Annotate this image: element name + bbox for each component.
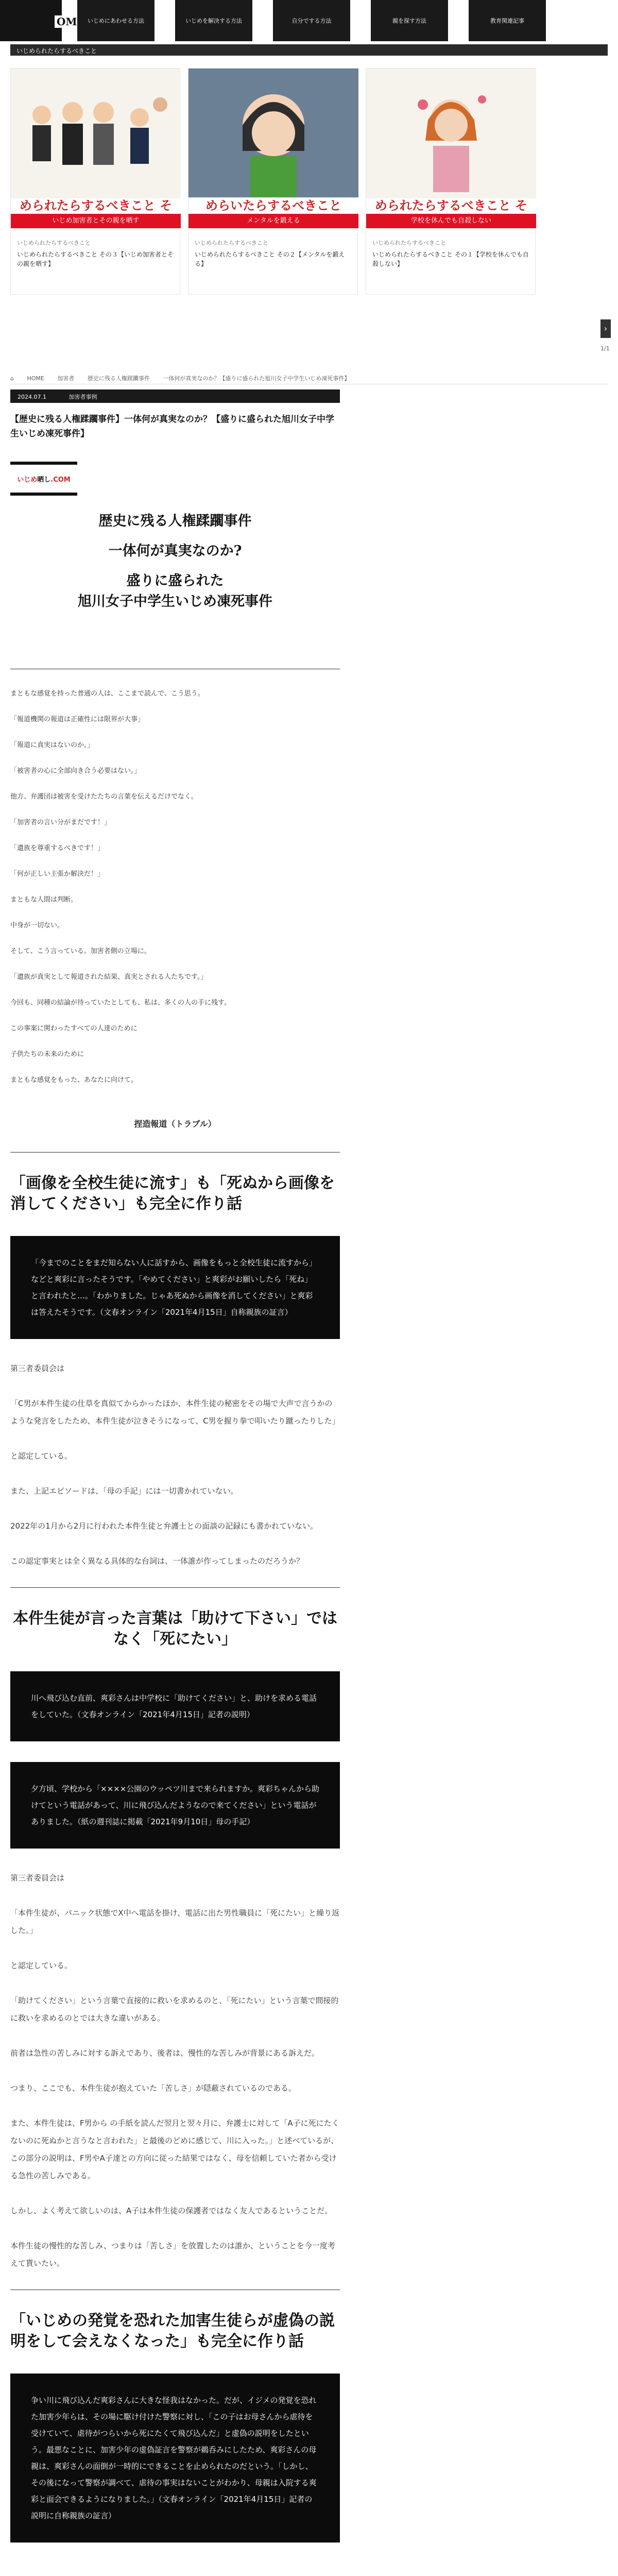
paragraph: 「本件生徒が、パニック状態でX中へ電話を掛け、電話に出た男性職員に「死にたい」と繰り返した。」	[10, 1908, 340, 1935]
card-caption: められたらするべきこと そ	[11, 198, 181, 213]
paragraph: 「報道機関の報道は正確性には限界が大事」	[10, 716, 145, 723]
paragraph: この認定事実とは全く異なる具体的な台詞は、一体誰が作ってしまったのだろうか？	[10, 1556, 304, 1566]
paragraph: 「助けてください」という言葉で直接的に救いを求めるのと、「死にたい」という言葉で間接的に救いを求めるのとでは大きな違いがある。	[10, 1996, 339, 2023]
nav-label: 自分でする方法	[291, 18, 332, 24]
brand-pre: いじめ	[17, 476, 38, 484]
nav-item-1[interactable]	[175, 0, 252, 41]
nav-label: いじめを解決する方法	[185, 18, 242, 24]
paragraph: 「遺族が真実として報道された結果、真実とされる人たちです。」	[10, 973, 208, 981]
nav-label: いじめにあわせる方法	[88, 18, 144, 24]
heading-fabrication-1: 「画像を全校生徒に流す」も「死ぬから画像を消してください」も完全に作り話	[10, 1174, 335, 1213]
nav-item-0[interactable]	[77, 0, 154, 41]
nav-label: 親を探す方法	[392, 18, 426, 24]
quote-block: 夕方頃、学校から「××××公園のウッペツ川まで来られますか。爽彩ちゃんから助けてという電話があって、川に飛び込んだようなので来てください」という電話がありました。（紙の週刊誌に掲載「2021年9月10日」母の手記）	[10, 1762, 340, 1849]
hero-line: 一体何が真実なのか?	[108, 543, 242, 559]
paragraph: 「報道に真実はないのか。」	[10, 741, 94, 749]
paragraph: 「何が正しい主張か解決だ！」	[10, 870, 105, 878]
nav-item-4[interactable]	[469, 0, 546, 41]
paragraph: 「遺族を尊重するべきです！」	[10, 844, 105, 852]
intro-paragraphs	[10, 688, 340, 1087]
paragraph: 2022年の1月から2月に行われた本件生徒と弁護士との面談の記録にも書かれていない。	[10, 1521, 318, 1531]
carousel-next-button[interactable]	[600, 319, 611, 338]
paragraph: と認定している。	[10, 1961, 73, 1970]
paragraph: と認定している。	[10, 1451, 73, 1461]
card-subcaption: いじめ加害者とその親を晒す	[11, 214, 181, 228]
paragraph: 「加害者の言い分がまだです！」	[10, 819, 111, 826]
paragraph: 他方、弁護団は被害を受けたたちの言葉を伝えるだけでなく。	[10, 793, 198, 801]
card-category[interactable]: いじめられたらするべきこと	[372, 240, 446, 246]
breadcrumb-item[interactable]: 歴史に残る人権蹂躙事件	[87, 375, 150, 382]
hero-heading	[10, 511, 340, 612]
breadcrumb-item[interactable]: HOME	[27, 375, 44, 382]
home-icon[interactable]: ⌂	[10, 375, 14, 382]
girl-illustration	[188, 69, 358, 197]
paragraph: 第三者委員会は	[10, 1873, 65, 1883]
site-logo[interactable]: OM	[55, 15, 79, 28]
quote-block: 川へ飛び込む直前、爽彩さんは中学校に「助けてください」と、助けを求める電話をしていた。（文春オンライン「2021年4月15日」記者の説明）	[10, 1671, 340, 1741]
paragraph: 「被害者の心に全部向き合う必要はない。」	[10, 767, 141, 775]
paragraphs-2	[10, 1869, 340, 2272]
card-illustration	[366, 69, 536, 213]
brand-mid: 晒し	[37, 476, 51, 484]
card-illustration	[11, 69, 181, 213]
paragraph: また、本件生徒は、F男から の手紙を読んだ翌月と翌々月に、弁護士に対して「A子に死にたくないのに死ぬかと言うなと言われた」と最後のどめに感じて、川に入った。」と述べているが、この部分の説明は、F男やA子達との方向に従った結果ではなく、母を信頼していた者から受ける急性の苦しみである。	[10, 2119, 339, 2180]
card-0[interactable]	[10, 68, 180, 295]
paragraph: しかし、よく考えて欲しいのは、A子は本件生徒の保護者ではなく友人であるということだ。	[10, 2206, 333, 2215]
paragraph: 「C男が本件生徒の仕草を真似てからかったほか、本件生徒の秘密をその場で大声で言うかのような発言をしたため、本件生徒が泣きそうになって、C男を握り拳で叩いたり蹴ったりした」	[10, 1399, 340, 1426]
category-bar-label: いじめられたらするべきこと	[16, 47, 97, 55]
paragraph: まともな人間は判断。	[10, 896, 78, 904]
divider	[10, 1587, 340, 1588]
hero-line: 盛りに盛られた 旭川女子中学生いじめ凍死事件	[78, 573, 272, 609]
post-category[interactable]: 加害者事例	[68, 394, 97, 400]
paragraph: つまり、ここでも、本件生徒が抱えていた「苦しさ」が隠蔽されているのである。	[10, 2083, 297, 2093]
card-caption: めらいたらするべきこと	[188, 198, 358, 213]
carousel-pagination: 1/1	[600, 345, 610, 352]
brand-mark	[10, 462, 77, 496]
card-title[interactable]: いじめられたらするべきこと その２【メンタルを鍛える】	[195, 251, 345, 267]
breadcrumb-item[interactable]: 加害者	[57, 375, 75, 382]
card-subcaption: メンタルを鍛える	[188, 214, 358, 228]
heading-fabrication-2: 本件生徒が言った言葉は「助けて下さい」ではなく「死にたい」	[13, 1609, 337, 1648]
heading-fabrication-3: 「いじめの発覚を恐れた加害生徒らが虚偽の説明をして会えなくなった」も完全に作り話	[10, 2312, 335, 2350]
card-title[interactable]: いじめられたらするべきこと その３【いじめ加害者とその親を晒す】	[17, 251, 174, 267]
article-title: 【歴史に残る人権蹂躙事件】一体何が真実なのか？【盛りに盛られた旭川女子中学生いじめ凍死事件】	[10, 414, 334, 439]
top-navigation	[0, 0, 618, 41]
card-illustration	[188, 69, 358, 213]
article-body	[10, 412, 340, 2563]
paragraph: 今回も、同種の結論が待っていたとしても、私は、多くの人の手に残す。	[10, 999, 231, 1007]
paragraph: 子供たちの未来のために	[10, 1050, 84, 1058]
logo-block[interactable]	[0, 0, 62, 41]
nav-label: 教育関連記事	[490, 18, 524, 24]
people-illustration	[11, 69, 181, 197]
paragraph: この事案に関わったすべての人達のために	[10, 1025, 138, 1032]
card-1[interactable]	[188, 68, 358, 295]
hero-line: 歴史に残る人権蹂躙事件	[98, 513, 252, 529]
paragraph: 前者は急性の苦しみに対する訴えであり、後者は、慢性的な苦しみが背景にある訴えだ。	[10, 2048, 320, 2058]
quote-block: 争い川に飛び込んだ爽彩さんに大きな怪我はなかった。だが、イジメの発覚を恐れた加害少年らは、その場に駆け付けた警察に対し、「この子はお母さんから虐待を受けていて、虐待がつらいから死にたくて飛び込んだ」と虚偽の説明をしたという。最悪なことに、加害少年の虚偽証言を警察が鵜呑みにしたため、爽彩さんの母親は、爽彩さんの面倒が一時的にできることを止められたのだという。「しかし、その後になって警察が調べて、虐待の事実はないことがわかり、母親は入院する爽彩と面会できるようになりました。」（文春オンライン「2021年4月15日」記者の説明に自称親族の証言）	[10, 2374, 340, 2543]
paragraph: 中身が一切ない。	[10, 922, 64, 929]
paragraph: また、上記エピソードは、「母の手記」には一切書かれていない。	[10, 1486, 238, 1496]
article-meta	[10, 389, 340, 403]
nav-item-2[interactable]	[273, 0, 350, 41]
card-caption: められたらするべきこと そ	[366, 198, 536, 213]
card-title[interactable]: いじめられたらするべきこと その１【学校を休んでも自殺しない】	[372, 251, 529, 267]
related-cards	[10, 68, 608, 300]
card-subcaption: 学校を休んでも自殺しない	[366, 214, 536, 228]
card-category[interactable]: いじめられたらするべきこと	[195, 240, 268, 246]
brand-post: .COM	[50, 476, 71, 484]
chevron-right-icon: ›	[604, 324, 608, 333]
paragraph: 本件生徒の慢性的な苦しみ、つまりは「苦しさ」を放置したのは誰か、ということを今一度考えて貰いたい。	[10, 2241, 335, 2268]
paragraph: まともな感覚を持った普通の人は、ここまで読んで、こう思う。	[10, 690, 204, 698]
nav-item-3[interactable]	[371, 0, 448, 41]
breadcrumb-item: 一体何が真実なのか？【盛りに盛られた旭川女子中学生いじめ凍死事件】	[163, 375, 350, 382]
card-2[interactable]	[366, 68, 536, 295]
card-category[interactable]: いじめられたらするべきこと	[17, 240, 91, 246]
paragraph: そして、こう言っている。加害者側の立場に。	[10, 947, 151, 955]
breadcrumb	[10, 371, 608, 384]
category-bar[interactable]	[10, 44, 608, 56]
post-date: 2024.07.1	[18, 394, 46, 400]
paragraph: まともな感覚をもった、あなたに向けて。	[10, 1076, 138, 1084]
paragraphs-1	[10, 1360, 340, 1570]
quote-block: 「今までのことをまだ知らない人に話すから、画像をもっと全校生徒に流すから」などと爽彩に言ったそうです。「やめてください」と爽彩がお願いしたら「死ね」と言われたと…。「わかりました。じゃあ死ぬから画像を消してください」と爽彩は答えたそうです。（文春オンライン「2021年4月15日」自称親族の証言）	[10, 1236, 340, 1339]
woman-illustration	[366, 69, 536, 197]
section-label: 捏造報道（トラブル）	[10, 1117, 340, 1153]
paragraph: 第三者委員会は	[10, 1364, 65, 1373]
